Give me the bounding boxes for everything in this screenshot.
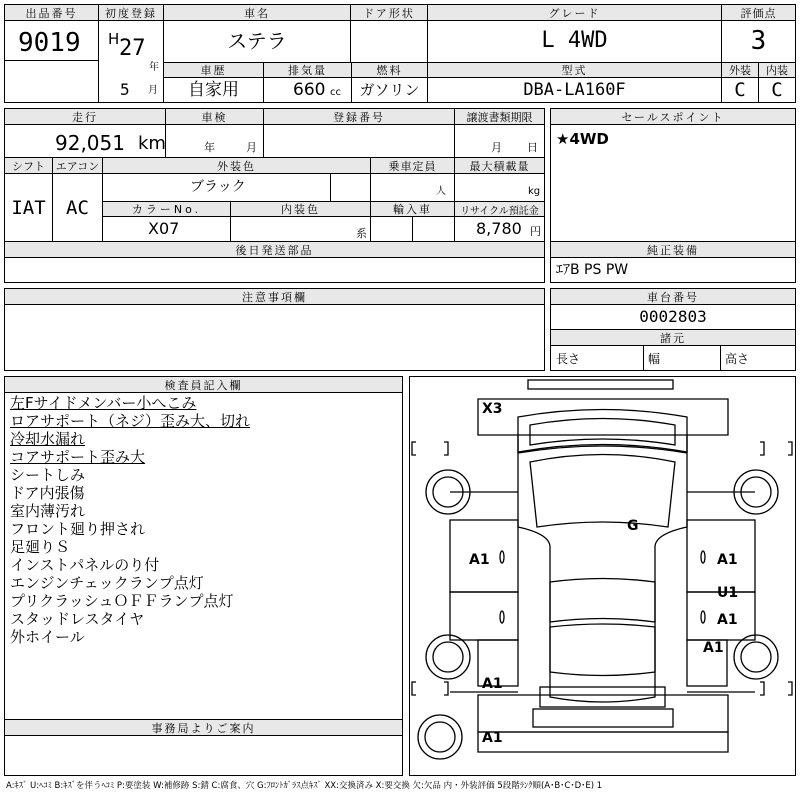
inspector-item: インストパネルのり付: [10, 556, 160, 574]
fuel-label: 燃料: [352, 63, 427, 77]
ac: AC: [66, 196, 89, 219]
int-score: C: [771, 78, 783, 101]
inspector-item: エンジンチェックランプ点灯: [10, 574, 204, 592]
ac-label: エアコン: [53, 158, 102, 173]
equipment-label: 純正装備: [551, 242, 795, 257]
inspector-item: スタッドレスタイヤ: [10, 610, 145, 628]
mileage-label: 走行: [5, 109, 165, 124]
era: H: [108, 30, 120, 48]
damage-mark: U1: [717, 585, 739, 601]
dims-length: 長さ: [556, 352, 581, 366]
transfer-label: 譲渡書類期限: [455, 109, 544, 124]
damage-mark: A1: [469, 552, 490, 568]
later-parts-label: 後日発送部品: [5, 242, 544, 257]
inspector-item: シートしみ: [10, 466, 86, 484]
dims-label: 諸元: [551, 330, 795, 345]
inspector-label: 検査員記入欄: [5, 377, 402, 392]
shift-label: シフト: [5, 158, 52, 173]
inspector-item: 外ホイール: [10, 628, 85, 646]
transfer-day-unit: 日: [527, 141, 538, 154]
int-color-unit: 系: [356, 227, 367, 240]
damage-mark: G: [627, 518, 639, 534]
recycle-unit: 円: [530, 225, 541, 238]
ext-score: C: [734, 78, 746, 101]
reg-month-unit: 月: [148, 85, 158, 96]
model: DBA-LA160F: [523, 79, 626, 100]
capacity-unit: 人: [436, 186, 446, 197]
mileage-unit: km: [138, 133, 166, 154]
ext-label: 外装: [722, 63, 758, 77]
lot-no: 9019: [18, 28, 81, 58]
damage-mark: X3: [482, 401, 503, 417]
history: 自家用: [188, 79, 239, 100]
color: ブラック: [190, 179, 246, 195]
office-label: 事務局よりご案内: [5, 720, 402, 735]
chassis-number: 0002803: [639, 307, 707, 326]
load-label: 最大積載量: [455, 158, 544, 173]
displacement-unit: cc: [330, 87, 341, 98]
sales-point-text: ★4WD: [556, 130, 609, 148]
damage-mark: A1: [717, 612, 738, 628]
damage-mark: A1: [717, 552, 738, 568]
int-color-label: 内装色: [231, 202, 370, 216]
regno-label: 登録番号: [264, 109, 454, 124]
load-unit: kg: [528, 186, 541, 197]
inspector-item: 冷却水漏れ: [10, 430, 86, 448]
inspection-year-unit: 年: [204, 141, 215, 154]
transfer-month-unit: 月: [491, 141, 502, 154]
inspector-item: ドア内張傷: [10, 484, 85, 502]
inspector-item: ロアサポート（ネジ）歪み大、切れ: [10, 412, 251, 430]
dims-width: 幅: [648, 352, 661, 366]
recycle-label: リサイクル預託金: [455, 202, 544, 216]
inspector-item: 足廻りＳ: [10, 538, 71, 556]
car-diagram: [410, 377, 795, 775]
colorno-label: カラーNo.: [103, 202, 230, 216]
equipment-text: ｴｱB PS PW: [556, 262, 629, 278]
car-name: ステラ: [227, 29, 287, 53]
chassis-label: 車台番号: [551, 289, 795, 304]
grade-label: グレード: [428, 5, 721, 20]
recycle: 8,780: [476, 219, 522, 238]
dims-height: 高さ: [725, 352, 750, 366]
history-label: 車歴: [164, 63, 263, 77]
capacity-label: 乗車定員: [371, 158, 454, 173]
legend: A:ｷｽﾞ U:ﾍｺﾐ B:ｷｽﾞを伴うﾍｺﾐ P:要塗装 W:補修跡 S:錆 C:腐食、穴 G:ﾌﾛﾝﾄｶﾞﾗｽ点ｷｽﾞ XX:交換済み X:要交換 欠:欠品 内・外装評価 5段階ﾗﾝｸ順(A･B･C･D･E) 1: [6, 781, 603, 791]
shift: IAT: [11, 196, 46, 219]
displacement-label: 排気量: [264, 63, 351, 77]
model-label: 型式: [428, 63, 721, 77]
reg-year: 27: [119, 36, 146, 61]
first-reg-label: 初度登録: [99, 5, 163, 20]
color-label: 外装色: [103, 158, 370, 173]
damage-mark: A1: [482, 676, 503, 692]
score-label: 評価点: [722, 5, 795, 20]
inspection-month-unit: 月: [246, 141, 257, 154]
int-label: 内装: [759, 63, 795, 77]
notes-label: 注意事項欄: [5, 289, 544, 304]
door-label: ドア形状: [351, 5, 427, 20]
grade: L 4WD: [541, 28, 608, 53]
inspector-item: フロント廻り押され: [10, 520, 146, 538]
inspector-item: コアサポート歪み大: [10, 448, 146, 466]
reg-month: 5: [120, 80, 130, 99]
car-name-label: 車名: [164, 5, 350, 20]
mileage: 92,051: [55, 131, 125, 155]
inspection-label: 車検: [166, 109, 263, 124]
displacement: 660: [293, 80, 326, 100]
damage-mark: A1: [703, 640, 724, 656]
inspector-item: 左Fサイドメンバー小へこみ: [10, 394, 197, 412]
sales-point-label: セールスポイント: [551, 109, 795, 124]
damage-mark: A1: [482, 730, 503, 746]
inspector-item: プリクラッシュＯＦＦランプ点灯: [10, 592, 234, 610]
import-label: 輸入車: [371, 202, 454, 216]
lot-no-label: 出品番号: [5, 5, 98, 20]
score: 3: [750, 26, 767, 56]
inspector-item: 室内薄汚れ: [10, 502, 86, 520]
reg-year-unit: 年: [149, 62, 159, 73]
colorno: X07: [148, 219, 180, 238]
fuel: ガソリン: [359, 80, 420, 99]
